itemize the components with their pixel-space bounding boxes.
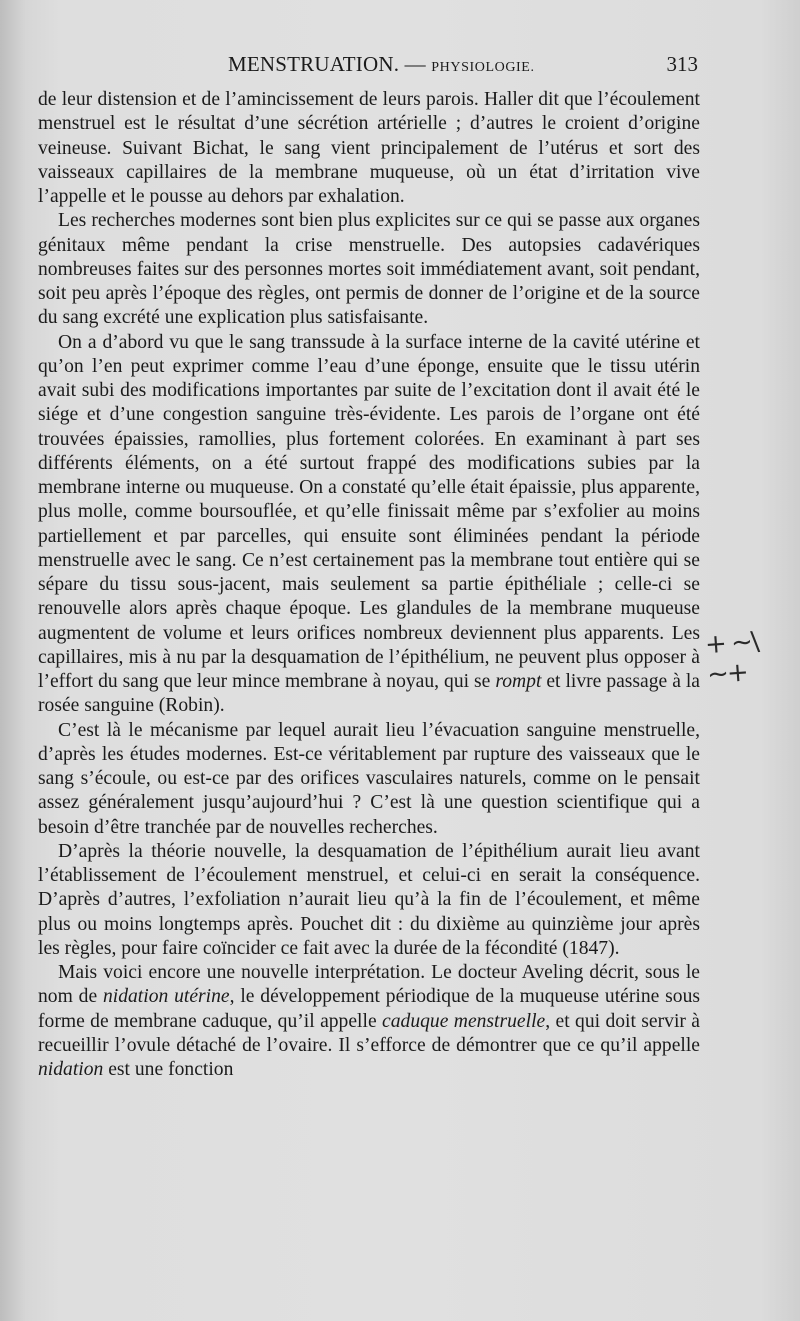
italic-rompt: rompt: [495, 671, 542, 692]
paragraph-2: Les recherches modernes sont bien plus explicites sur ce qui se passe aux organes génitaux même pendant la crise menstruelle. Des autopsies cadavériques nombreuses faites sur des personnes mortes soit immédiatement avant, soit pendant, soit peu après l’époque des règles, ont permis de donner de l’origine et de la source du sang excrété une explication plus satisfaisante.: [38, 210, 700, 329]
italic-nidation: nidation: [38, 1059, 104, 1080]
paragraph-6-text: Mais voici encore une nouvelle interprétation. Le docteur Aveling décrit, sous le nom de: [38, 962, 700, 1008]
header-separator: —: [404, 52, 426, 76]
paragraph-3-tail: et livre passage à la rosée sanguine (Robin).: [38, 671, 700, 717]
paragraph-1: de leur distension et de l’amincissement de leurs parois. Haller dit que l’écoulement menstruel est le résultat d’une sécrétion artérielle ; d’autres le croient d’origine veineuse. Suivant Bichat, le sang vient principalement de l’utérus et sort des vaisseaux capillaires de la membrane muqueuse, où un état d’irritation vive l’appelle et le pousse au dehors par exhalation.: [38, 89, 700, 207]
handwritten-margin-note: + ~\ ~+: [704, 626, 759, 691]
italic-nidation-uterine: nidation utérine: [102, 986, 230, 1008]
paragraph-6: [38, 961, 700, 1082]
running-header: [38, 52, 698, 80]
paragraph-6-tail: est une fonction: [103, 1059, 234, 1080]
paragraph-3-text: On a d’abord vu que le sang transsude à la surface interne de la cavité utérine et qu’on l’en peut exprimer comme l’eau d’une éponge, ensuite que le tissu utérin avait subi des modifications importantes par suite de l’excitation dont il avait été le siége et d’une congestion sanguine très-évidente. Les parois de l’organe ont été trouvées épaissies, ramollies, plus fortement colorées. En examinant à part ses différents éléments, on a été surtout frappé des modifications subies par la membrane interne ou muqueuse. On a constaté qu’elle était épaissie, plus apparente, plus molle, comme boursouflée, et qu’elle finissait même par s’exfolier au moins partiellement et par parcelles, qui ensuite sont éliminées pendant la période menstruelle avec le sang. Ce n’est certainement pas la membrane tout entière qui se sépare du tissu sous-jacent, mais seulement sa partie épithéliale ; celle-ci se renouvelle alors après chaque époque. Les glandules de la membrane muqueuse augmentent de volume et leurs orifices nombreux deviennent plus apparents. Les capillaires, mis à nu par la desquamation de l’épithélium, ne peuvent plus opposer à l’effort du sang que leur mince membrane à noyau, qui se: [38, 331, 700, 692]
header-title: MENSTRUATION.: [228, 52, 400, 76]
header-title-group: [228, 52, 535, 77]
page-number: 313: [666, 52, 698, 76]
paragraph-6-mid1: , le développement périodique de la muqueuse utérine sous forme de membrane caduque, qu’il appelle: [38, 986, 700, 1032]
paragraph-5: D’après la théorie nouvelle, la desquamation de l’épithélium aurait lieu avant l’établissement de l’écoulement menstruel, et celui-ci en serait la conséquence. D’après d’autres, l’exfoliation n’aurait lieu qu’à la fin de l’écoulement, et même plus ou moins longtemps après. Pouchet dit : du dixième au quinzième jour après les règles, pour faire coïncider ce fait avec la durée de la fécondité (1847).: [38, 840, 700, 959]
paragraph-3: [38, 331, 700, 719]
italic-caduque-menstruelle: caduque menstruelle: [382, 1010, 546, 1032]
header-subtitle: PHYSIOLOGIE.: [431, 60, 535, 75]
paragraph-6-mid2: , et qui doit servir à recueillir l’ovule détaché de l’ovaire. Il s’efforce de démontrer que ce qu’il appelle: [38, 1010, 700, 1056]
body-text: [38, 88, 700, 1082]
paragraph-4: C’est là le mécanisme par lequel aurait lieu l’évacuation sanguine menstruelle, d’après les études modernes. Est-ce véritablement par rupture des vaisseaux que le sang s’écoule, ou est-ce par des orifices vasculaires naturels, comme on le pensait assez généralement jusqu’aujourd’hui ? C’est là une question scientifique qui a besoin d’être tranchée par de nouvelles recherches.: [38, 719, 700, 838]
